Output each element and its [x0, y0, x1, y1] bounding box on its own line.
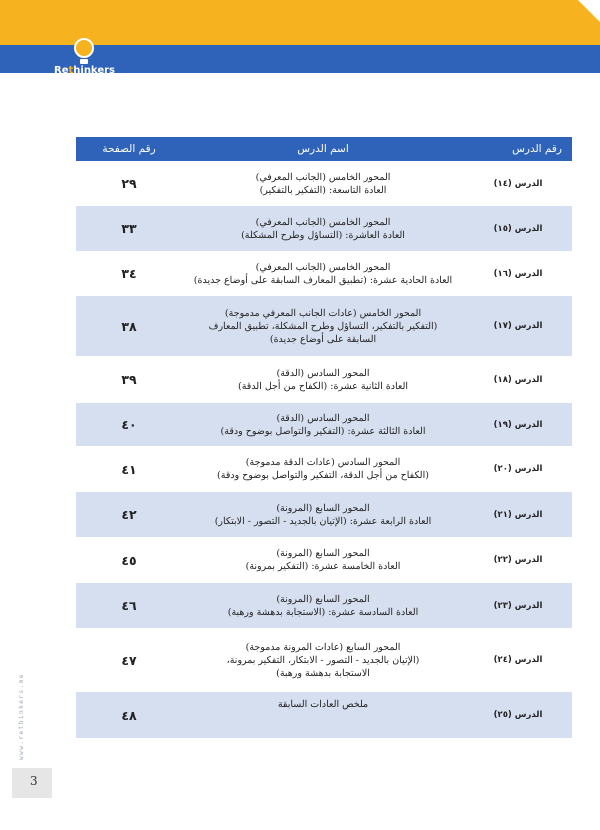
- lesson-name-line: العادة الحادية عشرة: (تطبيق المعارف السابقة على أوضاع جديدة): [193, 274, 453, 286]
- lesson-name-line: المحور السادس (عادات الدقة مدموجة): [245, 457, 401, 468]
- lesson-number-cell: الدرس (٢٢): [464, 538, 572, 582]
- lesson-name-line: المحور السابع (المرونة): [276, 593, 370, 605]
- page-number-cell: ٣٣: [76, 205, 182, 252]
- table-row: [76, 162, 572, 205]
- page-number-cell: ٤٦: [76, 582, 182, 629]
- page-number-cell: ٤٨: [76, 691, 182, 738]
- lesson-name-cell: [182, 538, 464, 582]
- page-number-cell: ٣٤: [76, 252, 182, 295]
- lesson-name-line: المحور الخامس (الجانب المعرفي): [255, 216, 391, 228]
- lesson-number-cell: الدرس (٢٤): [464, 629, 572, 691]
- page-number-cell: ٤٧: [76, 629, 182, 691]
- lesson-name-cell: [182, 402, 464, 447]
- table-row: [76, 491, 572, 538]
- lesson-name-cell: [182, 357, 464, 402]
- header-page-number: رقم الصفحة: [76, 137, 182, 162]
- page-number-cell: ٤٥: [76, 538, 182, 582]
- lesson-number-cell: الدرس (١٦): [464, 252, 572, 295]
- lesson-name-line: العادة الخامسة عشرة: (التفكير بمرونة): [245, 561, 401, 572]
- lesson-name-line: العادة العاشرة: (التساؤل وطرح المشكلة): [241, 229, 405, 241]
- lesson-name-line: (الكفاح من أجل الدقة، التفكير والتواصل بوضوح ودقة): [217, 470, 429, 481]
- lesson-name-line: المحور السادس (الدقة): [276, 412, 370, 424]
- table-header-row: [76, 137, 572, 162]
- lesson-name-line: (التفكير بالتفكير، التساؤل وطرح المشكلة، تطبيق المعارف: [208, 320, 438, 332]
- table-row: [76, 629, 572, 691]
- header-lesson-number: رقم الدرس: [464, 137, 572, 162]
- lesson-name-line: (الإتيان بالجديد - التصور - الابتكار، التفكير بمرونة،: [226, 654, 420, 666]
- lesson-number-cell: الدرس (١٥): [464, 205, 572, 252]
- lesson-name-cell: [182, 252, 464, 295]
- page-number-cell: ٤٠: [76, 402, 182, 447]
- lesson-name-line: المحور السابع (عادات المرونة مدموجة): [245, 641, 401, 653]
- lightbulb-base: [80, 59, 88, 64]
- lesson-name-line: المحور الخامس (عادات الجانب المعرفي مدموجة): [224, 307, 422, 319]
- header-lesson-name: اسم الدرس: [182, 137, 464, 162]
- lesson-name-line: السابقة على أوضاع جديدة): [269, 333, 377, 345]
- lesson-number-cell: الدرس (٢٣): [464, 582, 572, 629]
- lesson-name-line: العادة الرابعة عشرة: (الإتيان بالجديد - التصور - الابتكار): [214, 515, 432, 527]
- lesson-name-cell: [182, 491, 464, 538]
- lesson-number-cell: الدرس (٢١): [464, 491, 572, 538]
- rethinkers-logo: [54, 36, 114, 96]
- lesson-name-cell: [182, 582, 464, 629]
- lesson-name-line: العادة الثالثة عشرة: (التفكير والتواصل بوضوح ودقة): [220, 425, 426, 437]
- lesson-name-cell: [182, 447, 464, 491]
- lesson-name-line: العادة التاسعة: (التفكير بالتفكير): [259, 184, 387, 196]
- logo-brand-text: Rethinkers: [54, 65, 115, 76]
- table-row: [76, 205, 572, 252]
- page-corner-fold: [578, 0, 600, 22]
- lesson-name-cell: [182, 295, 464, 357]
- logo-tagline: ALMAAREF: [71, 77, 97, 82]
- page-number-cell: ٤١: [76, 447, 182, 491]
- website-url-vertical: www.rethinkers.me: [18, 673, 25, 760]
- lesson-name-line: المحور الخامس (الجانب المعرفي): [255, 261, 391, 273]
- lesson-name-line: المحور الخامس (الجانب المعرفي): [255, 171, 391, 183]
- table-row: [76, 402, 572, 447]
- lesson-number-cell: الدرس (٢٠): [464, 447, 572, 491]
- lesson-name-line: المحور السادس (الدقة): [276, 367, 370, 379]
- lesson-number-cell: الدرس (٢٥): [464, 691, 572, 738]
- lesson-name-line: العادة الثانية عشرة: (الكفاح من أجل الدقة): [237, 380, 408, 392]
- page-number-cell: ٣٨: [76, 295, 182, 357]
- contents-table: [76, 137, 572, 738]
- table-row: [76, 691, 572, 738]
- table-row: [76, 252, 572, 295]
- page-number-cell: ٤٢: [76, 491, 182, 538]
- lightbulb-icon: [74, 38, 94, 58]
- page-number-cell: ٣٩: [76, 357, 182, 402]
- lesson-name-line: ملخص العادات السابقة: [277, 699, 369, 710]
- table-row: [76, 582, 572, 629]
- lesson-name-line: المحور السابع (المرونة): [276, 548, 370, 559]
- table-row: [76, 295, 572, 357]
- lesson-name-cell: [182, 205, 464, 252]
- lesson-name-cell: [182, 629, 464, 691]
- page-number-cell: ٢٩: [76, 162, 182, 205]
- lesson-name-cell: [182, 162, 464, 205]
- table-row: [76, 447, 572, 491]
- lesson-name-line: العادة السادسة عشرة: (الاستجابة بدهشة ورهبة): [227, 606, 419, 618]
- lesson-number-cell: الدرس (١٩): [464, 402, 572, 447]
- table-row: [76, 538, 572, 582]
- lesson-number-cell: الدرس (١٤): [464, 162, 572, 205]
- lesson-name-line: الاستجابة بدهشة ورهبة): [276, 667, 370, 679]
- lesson-number-cell: الدرس (١٨): [464, 357, 572, 402]
- lesson-name-cell: [182, 691, 464, 738]
- table-row: [76, 357, 572, 402]
- lesson-number-cell: الدرس (١٧): [464, 295, 572, 357]
- lesson-name-line: المحور السابع (المرونة): [276, 502, 370, 514]
- page-number: 3: [30, 774, 38, 788]
